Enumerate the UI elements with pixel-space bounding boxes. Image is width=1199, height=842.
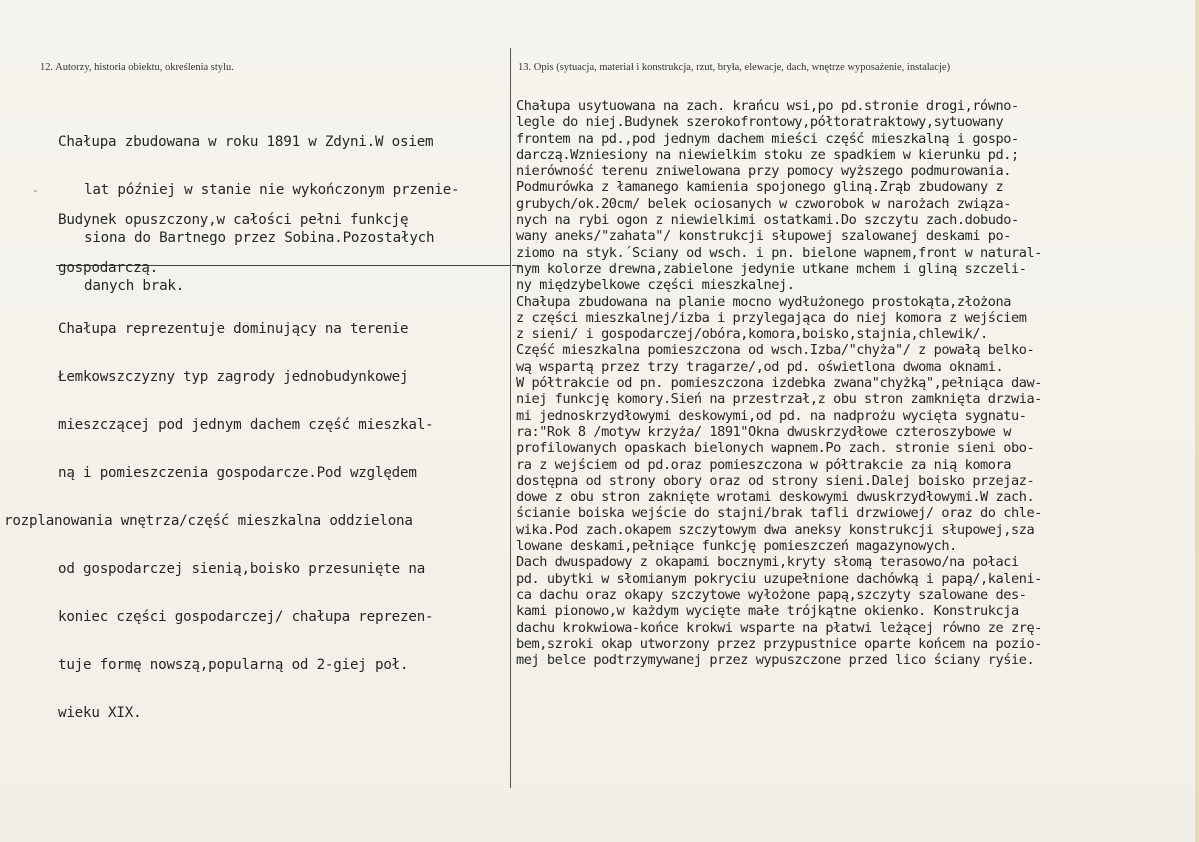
text-line: tuje formę nowszą,popularną od 2-giej poł.	[58, 657, 409, 673]
text-line: wą wspartą przez trzy tragarze/,od pd. oświetlona dwoma oknami.	[516, 358, 1004, 375]
text-line: z sieni/ i gospodarczej/obóra,komora,boisko,stajnia,chlewik/.	[516, 326, 988, 343]
text-line: legle do niej.Budynek szerokofrontowy,półtoratraktowy,sytuowany	[516, 114, 1004, 131]
text-line: Chałupa reprezentuje dominujący na terenie	[58, 321, 409, 337]
text-line: nych na rybi ogon z niewielkimi ostatkami.Do szczytu zach.dobudo-	[516, 212, 1019, 229]
text-line: koniec części gospodarczej/ chałupa reprezen-	[58, 609, 434, 625]
text-line: rozplanowania wnętrza/część mieszkalna oddzielona	[4, 513, 413, 529]
text-line: dostępna od strony obory oraz od strony sieni.Dalej boisko przejaz-	[516, 472, 1035, 489]
text-line: ra:"Rok 8 /motyw krzyża/ 1891"Okna dwuskrzydłowe czteroszybowe w	[516, 423, 1011, 440]
text-line: Budynek opuszczony,w całości pełni funkcję	[58, 212, 409, 228]
text-line: wieku XIX.	[58, 705, 142, 721]
text-line: Część mieszkalna pomieszczona od wsch.Izba/"chyża"/ z powałą belko-	[516, 342, 1035, 359]
text-line: wika.Pod zach.okapem szczytowym dwa aneksy konstrukcji słupowej,sza	[516, 521, 1035, 538]
text-line: dachu krokwiowa-końce krokwi wsparte na płatwi leżącej równo ze zrę-	[516, 619, 1042, 636]
text-line: mieszczącej pod jednym dachem część mieszkal-	[58, 417, 434, 433]
text-line: grubych/ok.20cm/ belek ociosanych w czworobok w narożach związa-	[516, 195, 1011, 212]
text-line: gospodarczą.	[58, 260, 159, 276]
text-line: danych brak.	[84, 278, 185, 294]
text-line: siona do Bartnego przez Sobina.Pozostałych	[84, 230, 435, 246]
column-divider	[510, 48, 511, 788]
text-line: ny międzybelkowe części mieszkalnej.	[516, 277, 795, 294]
style-paragraph	[4, 289, 433, 753]
text-line: lat później w stanie nie wykończonym przenie-	[84, 182, 460, 198]
text-line: ra z wejściem od pd.oraz pomieszczona w półtrakcie za nią komora	[516, 456, 1011, 473]
text-line: wany aneks/"zahata"/ konstrukcji słupowej szalowanej deskami po-	[516, 228, 1011, 245]
text-line: Chałupa zbudowana w roku 1891 w Zdyni.W osiem	[58, 134, 434, 150]
text-line: od gospodarczej sienią,boisko przesunięte na	[58, 561, 426, 577]
text-line: nym kolorze drewna,zabielone jedynie utkane mchem i gliną szczeli-	[516, 260, 1027, 277]
text-line: Chałupa usytuowana na zach. krańcu wsi,po pd.stronie drogi,równo-	[516, 98, 1019, 114]
stray-mark: -	[32, 184, 39, 197]
text-line: kami pionowo,w każdym wycięte małe trójkątne okienko. Konstrukcja	[516, 603, 1019, 620]
text-line: pd. ubytki w słomianym pokryciu uzupełnione dachówką i papą/,kaleni-	[516, 570, 1042, 587]
text-line: nierówność terenu zniwelowana przy pomocy wyższego podmurowania.	[516, 163, 1011, 180]
text-line: profilowanych opaskach bielonych wapnem.Po zach. stronie sieni obo-	[516, 440, 1035, 457]
text-line: darczą.Wzniesiony na niewielkim stoku ze spadkiem w kierunku pd.;	[516, 146, 1019, 163]
text-line: mej belce podtrzymywanej przez wypuszczone przed lico ściany ryśie.	[516, 652, 1035, 669]
text-line: frontem na pd.,pod jednym dachem mieści część mieszkalną i gospo-	[516, 130, 1019, 147]
text-line: niej funkcję komory.Sień na przestrzał,z obu stron zamknięta drzwia-	[516, 391, 1042, 408]
text-line: dowe z obu stron zaknięte wrotami deskowymi dwuskrzydłowymi.W zach.	[516, 489, 1035, 506]
text-line: Podmurówka z łamanego kamienia spojonego gliną.Zrąb zbudowany z	[516, 179, 1004, 196]
text-line: mi jednoskrzydłowymi deskowymi,od pd. na nadprożu wycięta sygnatu-	[516, 407, 1027, 424]
text-line: bem,szroki okap utworzony przez przypustnice oparte końcem na pozio-	[516, 635, 1042, 652]
section-12-header: 12. Autorzy, historia obiektu, określenia stylu.	[40, 62, 234, 73]
text-line: ścianie boiska wejście do stajni/brak tafli drzwiowej/ oraz do chle-	[516, 505, 1042, 522]
text-line: ca dachu oraz okapy szczytowe wyłożone papą,szczyty szalowane des-	[516, 586, 1027, 603]
text-line: Chałupa zbudowana na planie mocno wydłużonego prostokąta,złożona	[516, 293, 1011, 310]
text-line: ną i pomieszczenia gospodarcze.Pod względem	[58, 465, 417, 481]
text-line: lowane deskami,pełniące funkcję pomieszczeń magazynowych.	[516, 538, 957, 555]
text-line: Dach dwuspadowy z okapami bocznymi,kryty słomą terasowo/na połaci	[516, 554, 1019, 571]
text-line: Łemkowszczyzny typ zagrody jednobudynkowej	[58, 369, 409, 385]
text-line: W półtrakcie od pn. pomieszczona izdebka zwana"chyżką",pełniąca daw-	[516, 375, 1042, 392]
page-edge	[1195, 0, 1199, 842]
text-line: ziomo na styk.´Sciany od wsch. i pn. bielone wapnem,front w natural-	[516, 244, 1042, 261]
text-line: z części mieszkalnej/izba i przylegająca do niej komora z wejściem	[516, 309, 1027, 326]
description-text	[516, 98, 1042, 668]
section-13-header: 13. Opis (sytuacja, materiał i konstrukcja, rzut, bryła, elewacje, dach, wnętrze wyposażenie, instalacje)	[518, 62, 951, 73]
